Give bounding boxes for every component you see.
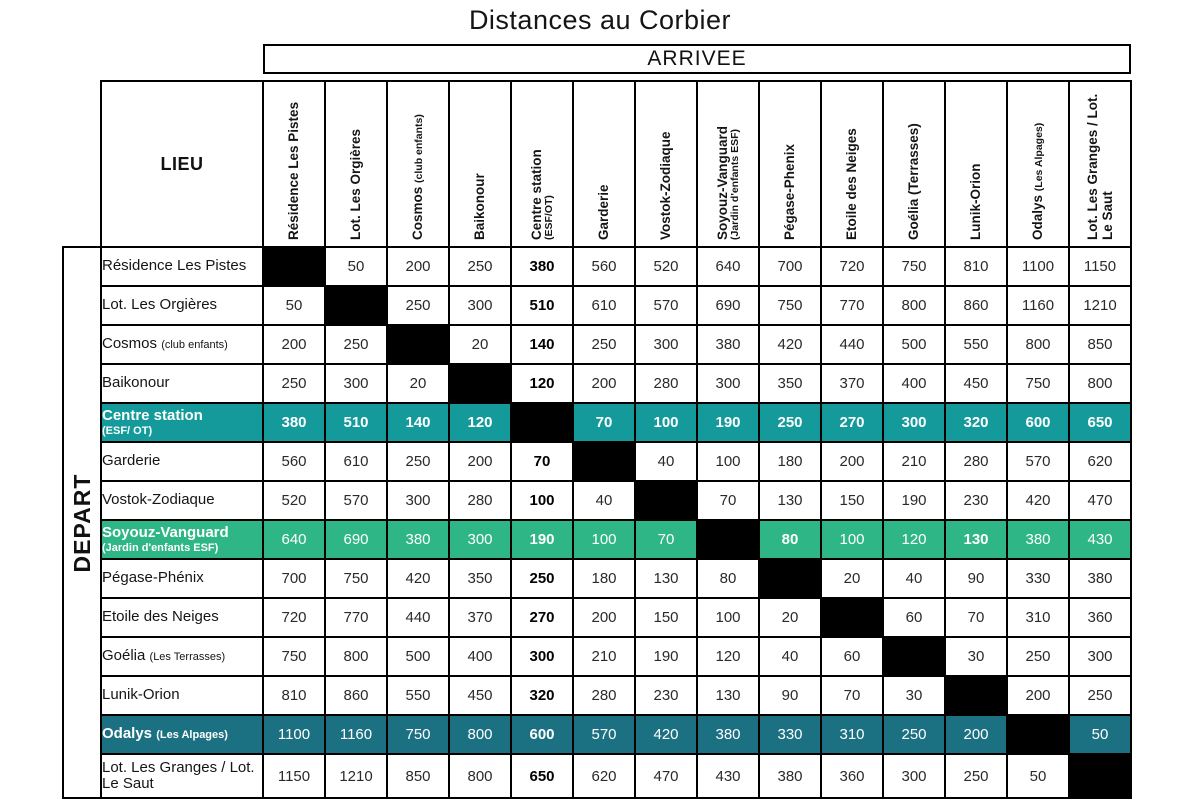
row-label-garderie: Garderie: [101, 442, 263, 481]
distance-cell: 20: [387, 364, 449, 403]
arrivee-header-cell: [263, 42, 1131, 81]
distance-cell: 70: [945, 598, 1007, 637]
distance-cell: 600: [511, 715, 573, 754]
distance-cell: 300: [325, 364, 387, 403]
distance-cell: 30: [883, 676, 945, 715]
distance-cell: 130: [759, 481, 821, 520]
diagonal-cell: [883, 637, 945, 676]
distance-cell: 250: [1069, 676, 1131, 715]
distance-cell: 250: [387, 442, 449, 481]
distance-cell: 200: [263, 325, 325, 364]
distance-cell: 180: [759, 442, 821, 481]
distance-cell: 1210: [325, 754, 387, 798]
col-header-label: Lunik-Orion: [968, 163, 984, 240]
distance-cell: 300: [883, 403, 945, 442]
distance-cell: 190: [697, 403, 759, 442]
diagonal-cell: [945, 676, 1007, 715]
distance-cell: 120: [697, 637, 759, 676]
table-row-lot-les-granges-lot-le-saut: [63, 754, 1131, 798]
distance-cell: 380: [387, 520, 449, 559]
distance-cell: 280: [635, 364, 697, 403]
distance-cell: 1150: [263, 754, 325, 798]
distance-cell: 50: [1069, 715, 1131, 754]
distance-cell: 750: [263, 637, 325, 676]
col-header-label: Centre station (ESF/OT): [528, 149, 555, 240]
distance-cell: 200: [449, 442, 511, 481]
distance-cell: 250: [759, 403, 821, 442]
distance-cell: 70: [697, 481, 759, 520]
table-row-soyouz-vanguard: [63, 520, 1131, 559]
diagonal-cell: [821, 598, 883, 637]
distance-cell: 470: [1069, 481, 1131, 520]
distance-cell: 610: [325, 442, 387, 481]
col-header-etoile-des-neiges: [821, 81, 883, 247]
arrivee-header: ARRIVEE: [263, 44, 1131, 74]
distance-cell: 90: [759, 676, 821, 715]
distance-cell: 850: [387, 754, 449, 798]
distance-cell: 550: [387, 676, 449, 715]
distance-cell: 250: [263, 364, 325, 403]
distance-cell: 90: [945, 559, 1007, 598]
distance-cell: 250: [883, 715, 945, 754]
distance-cell: 560: [573, 247, 635, 286]
distance-cell: 250: [1007, 637, 1069, 676]
distance-cell: 690: [697, 286, 759, 325]
row-label-cosmos: Cosmos (club enfants): [101, 325, 263, 364]
diagonal-cell: [449, 364, 511, 403]
distance-cell: 430: [1069, 520, 1131, 559]
column-header-row: [63, 81, 1131, 247]
distance-cell: 610: [573, 286, 635, 325]
distance-cell: 450: [449, 676, 511, 715]
table-row-cosmos: [63, 325, 1131, 364]
table-row-garderie: [63, 442, 1131, 481]
distance-cell: 500: [883, 325, 945, 364]
distance-cell: 140: [387, 403, 449, 442]
distance-cell: 120: [449, 403, 511, 442]
distance-cell: 300: [449, 520, 511, 559]
row-label-odalys: Odalys (Les Alpages): [101, 715, 263, 754]
distance-cell: 750: [759, 286, 821, 325]
distance-cell: 330: [759, 715, 821, 754]
distance-cell: 200: [945, 715, 1007, 754]
distance-cell: 360: [1069, 598, 1131, 637]
distance-cell: 20: [821, 559, 883, 598]
corner-blank-2: [63, 81, 101, 247]
distance-cell: 280: [573, 676, 635, 715]
distance-cell: 40: [635, 442, 697, 481]
distance-cell: 190: [883, 481, 945, 520]
row-label-go-lia: Goélia (Les Terrasses): [101, 637, 263, 676]
diagonal-cell: [511, 403, 573, 442]
distances-table: [62, 42, 1132, 799]
col-header-cosmos: [387, 81, 449, 247]
col-header-odalys: [1007, 81, 1069, 247]
col-header-garderie: [573, 81, 635, 247]
page-title: Distances au Corbier: [468, 5, 732, 35]
distance-cell: 800: [1007, 325, 1069, 364]
distance-cell: 520: [635, 247, 697, 286]
distance-cell: 570: [1007, 442, 1069, 481]
table-row-lunik-orion: [63, 676, 1131, 715]
distance-cell: 100: [635, 403, 697, 442]
distance-cell: 850: [1069, 325, 1131, 364]
distance-cell: 100: [511, 481, 573, 520]
row-label-lunik-orion: Lunik-Orion: [101, 676, 263, 715]
distance-cell: 40: [573, 481, 635, 520]
distance-cell: 860: [325, 676, 387, 715]
distance-cell: 40: [759, 637, 821, 676]
distance-cell: 380: [697, 325, 759, 364]
col-header-label: Goélia (Terrasses): [906, 123, 922, 240]
distance-cell: 210: [883, 442, 945, 481]
distance-cell: 40: [883, 559, 945, 598]
table-row-centre-station: [63, 403, 1131, 442]
distance-cell: 510: [511, 286, 573, 325]
distance-cell: 400: [883, 364, 945, 403]
distance-cell: 640: [263, 520, 325, 559]
col-header-label: Lot. Les Orgières: [348, 128, 364, 240]
distance-cell: 270: [821, 403, 883, 442]
distance-cell: 300: [1069, 637, 1131, 676]
distance-cell: 350: [449, 559, 511, 598]
distance-cell: 130: [945, 520, 1007, 559]
distance-cell: 570: [325, 481, 387, 520]
table-row-etoile-des-neiges: [63, 598, 1131, 637]
col-header-lot-les-granges-lot-le-saut: [1069, 81, 1131, 247]
col-header-label: Résidence Les Pistes: [286, 101, 302, 240]
distance-cell: 360: [821, 754, 883, 798]
distance-cell: 320: [511, 676, 573, 715]
distance-cell: 380: [263, 403, 325, 442]
distance-cell: 420: [635, 715, 697, 754]
depart-header: DEPART: [68, 473, 95, 572]
distance-cell: 200: [387, 247, 449, 286]
table-row-odalys: [63, 715, 1131, 754]
distance-cell: 120: [511, 364, 573, 403]
distance-cell: 620: [573, 754, 635, 798]
distance-cell: 600: [1007, 403, 1069, 442]
distance-cell: 650: [1069, 403, 1131, 442]
col-header-p-gase-phenix: [759, 81, 821, 247]
distance-cell: 50: [325, 247, 387, 286]
row-label-soyouz-vanguard: Soyouz-Vanguard (Jardin d'enfants ESF): [101, 520, 263, 559]
distance-cell: 550: [945, 325, 1007, 364]
row-label-lot-les-orgi-res: Lot. Les Orgières: [101, 286, 263, 325]
row-label-vostok-zodiaque: Vostok-Zodiaque: [101, 481, 263, 520]
distance-cell: 230: [945, 481, 1007, 520]
distance-cell: 440: [387, 598, 449, 637]
distance-cell: 200: [573, 598, 635, 637]
distance-cell: 800: [449, 715, 511, 754]
distance-cell: 570: [635, 286, 697, 325]
distance-cell: 800: [449, 754, 511, 798]
distance-cell: 420: [1007, 481, 1069, 520]
distance-cell: 750: [1007, 364, 1069, 403]
distance-cell: 30: [945, 637, 1007, 676]
distance-cell: 210: [573, 637, 635, 676]
distance-cell: 320: [945, 403, 1007, 442]
distance-cell: 720: [821, 247, 883, 286]
distance-cell: 250: [387, 286, 449, 325]
col-header-label: Etoile des Neiges: [844, 128, 860, 240]
distance-cell: 300: [511, 637, 573, 676]
distance-cell: 120: [883, 520, 945, 559]
col-header-r-sidence-les-pistes: [263, 81, 325, 247]
distance-cell: 860: [945, 286, 1007, 325]
distance-cell: 380: [1007, 520, 1069, 559]
distance-cell: 270: [511, 598, 573, 637]
distance-cell: 130: [635, 559, 697, 598]
distance-cell: 440: [821, 325, 883, 364]
distance-cell: 280: [449, 481, 511, 520]
col-header-label: Soyouz-Vanguard (Jardin d'enfants ESF): [714, 125, 741, 240]
distance-cell: 230: [635, 676, 697, 715]
distance-cell: 650: [511, 754, 573, 798]
distance-cell: 300: [449, 286, 511, 325]
distance-cell: 190: [511, 520, 573, 559]
distance-cell: 250: [325, 325, 387, 364]
distance-cell: 100: [697, 442, 759, 481]
table-row-lot-les-orgi-res: [63, 286, 1131, 325]
col-header-label: Garderie: [596, 184, 612, 240]
distance-cell: 800: [1069, 364, 1131, 403]
distance-cell: 810: [945, 247, 1007, 286]
distance-cell: 1150: [1069, 247, 1131, 286]
col-header-centre-station: [511, 81, 573, 247]
distance-cell: 250: [449, 247, 511, 286]
distance-cell: 560: [263, 442, 325, 481]
distance-cell: 1160: [1007, 286, 1069, 325]
distance-cell: 810: [263, 676, 325, 715]
distance-cell: 380: [511, 247, 573, 286]
col-header-vostok-zodiaque: [635, 81, 697, 247]
distance-cell: 380: [697, 715, 759, 754]
distance-cell: 300: [883, 754, 945, 798]
distance-cell: 510: [325, 403, 387, 442]
distance-cell: 1100: [263, 715, 325, 754]
distance-cell: 1160: [325, 715, 387, 754]
distance-cell: 100: [697, 598, 759, 637]
distance-cell: 80: [759, 520, 821, 559]
distance-cell: 180: [573, 559, 635, 598]
distance-cell: 370: [449, 598, 511, 637]
distance-cell: 60: [821, 637, 883, 676]
diagonal-cell: [1069, 754, 1131, 798]
row-label-centre-station: Centre station (ESF/ OT): [101, 403, 263, 442]
col-header-label: Vostok-Zodiaque: [658, 131, 674, 240]
distance-cell: 750: [387, 715, 449, 754]
diagonal-cell: [1007, 715, 1069, 754]
distance-cell: 300: [697, 364, 759, 403]
distance-cell: 750: [325, 559, 387, 598]
distance-cell: 380: [1069, 559, 1131, 598]
diagonal-cell: [573, 442, 635, 481]
col-header-label: Cosmos (club enfants): [410, 114, 426, 240]
distance-cell: 100: [573, 520, 635, 559]
distance-cell: 800: [883, 286, 945, 325]
col-header-label: Baikonour: [472, 173, 488, 240]
distance-cell: 1210: [1069, 286, 1131, 325]
distance-cell: 350: [759, 364, 821, 403]
table-row-p-gase-ph-nix: [63, 559, 1131, 598]
row-label-p-gase-ph-nix: Pégase-Phénix: [101, 559, 263, 598]
distance-cell: 300: [635, 325, 697, 364]
distance-cell: 620: [1069, 442, 1131, 481]
distance-cell: 520: [263, 481, 325, 520]
row-label-r-sidence-les-pistes: Résidence Les Pistes: [101, 247, 263, 286]
distance-cell: 70: [573, 403, 635, 442]
lieu-header: LIEU: [101, 81, 263, 247]
table-row-go-lia: [63, 637, 1131, 676]
distance-cell: 720: [263, 598, 325, 637]
diagonal-cell: [759, 559, 821, 598]
distance-cell: 80: [697, 559, 759, 598]
diagonal-cell: [387, 325, 449, 364]
distance-cell: 200: [1007, 676, 1069, 715]
row-label-lot-les-granges-lot-le-saut: Lot. Les Granges / Lot. Le Saut: [101, 754, 263, 798]
diagonal-cell: [263, 247, 325, 286]
distance-cell: 500: [387, 637, 449, 676]
distance-cell: 70: [635, 520, 697, 559]
distance-cell: 640: [697, 247, 759, 286]
distance-cell: 280: [945, 442, 1007, 481]
distance-cell: 1100: [1007, 247, 1069, 286]
distance-cell: 200: [573, 364, 635, 403]
corner-blank: [63, 42, 263, 81]
distance-cell: 250: [573, 325, 635, 364]
distance-cell: 420: [387, 559, 449, 598]
distance-cell: 370: [821, 364, 883, 403]
table-row-baikonour: [63, 364, 1131, 403]
distance-cell: 450: [945, 364, 1007, 403]
col-header-baikonour: [449, 81, 511, 247]
distance-cell: 300: [387, 481, 449, 520]
distance-cell: 130: [697, 676, 759, 715]
col-header-soyouz-vanguard: [697, 81, 759, 247]
distance-cell: 420: [759, 325, 821, 364]
col-header-label: Pégase-Phenix: [782, 143, 798, 240]
distance-cell: 330: [1007, 559, 1069, 598]
distance-cell: 250: [945, 754, 1007, 798]
diagonal-cell: [635, 481, 697, 520]
distance-cell: 750: [883, 247, 945, 286]
distance-cell: 700: [263, 559, 325, 598]
distance-cell: 800: [325, 637, 387, 676]
distance-cell: 140: [511, 325, 573, 364]
col-header-label: Lot. Les Granges / Lot. Le Saut: [1084, 93, 1115, 240]
col-header-lunik-orion: [945, 81, 1007, 247]
distance-cell: 250: [511, 559, 573, 598]
distance-cell: 50: [263, 286, 325, 325]
distance-cell: 430: [697, 754, 759, 798]
distance-cell: 100: [821, 520, 883, 559]
distance-cell: 310: [1007, 598, 1069, 637]
table-row-vostok-zodiaque: [63, 481, 1131, 520]
distance-cell: 20: [449, 325, 511, 364]
arrivee-row: [63, 42, 1131, 81]
distance-cell: 770: [821, 286, 883, 325]
distance-cell: 310: [821, 715, 883, 754]
distance-cell: 20: [759, 598, 821, 637]
distance-cell: 70: [511, 442, 573, 481]
distance-cell: 400: [449, 637, 511, 676]
distance-cell: 60: [883, 598, 945, 637]
distance-cell: 50: [1007, 754, 1069, 798]
diagonal-cell: [697, 520, 759, 559]
col-header-go-lia-terrasses: [883, 81, 945, 247]
distance-cell: 190: [635, 637, 697, 676]
distance-cell: 150: [821, 481, 883, 520]
col-header-label: Odalys (Les Alpages): [1030, 122, 1046, 240]
diagonal-cell: [325, 286, 387, 325]
distance-cell: 690: [325, 520, 387, 559]
distance-cell: 380: [759, 754, 821, 798]
row-label-baikonour: Baikonour: [101, 364, 263, 403]
distance-cell: 700: [759, 247, 821, 286]
distance-cell: 470: [635, 754, 697, 798]
distance-cell: 770: [325, 598, 387, 637]
distance-cell: 570: [573, 715, 635, 754]
table-row-r-sidence-les-pistes: [63, 247, 1131, 286]
distance-cell: 200: [821, 442, 883, 481]
depart-header-cell: [63, 247, 101, 798]
distance-cell: 150: [635, 598, 697, 637]
col-header-lot-les-orgi-res: [325, 81, 387, 247]
row-label-etoile-des-neiges: Etoile des Neiges: [101, 598, 263, 637]
distance-cell: 70: [821, 676, 883, 715]
